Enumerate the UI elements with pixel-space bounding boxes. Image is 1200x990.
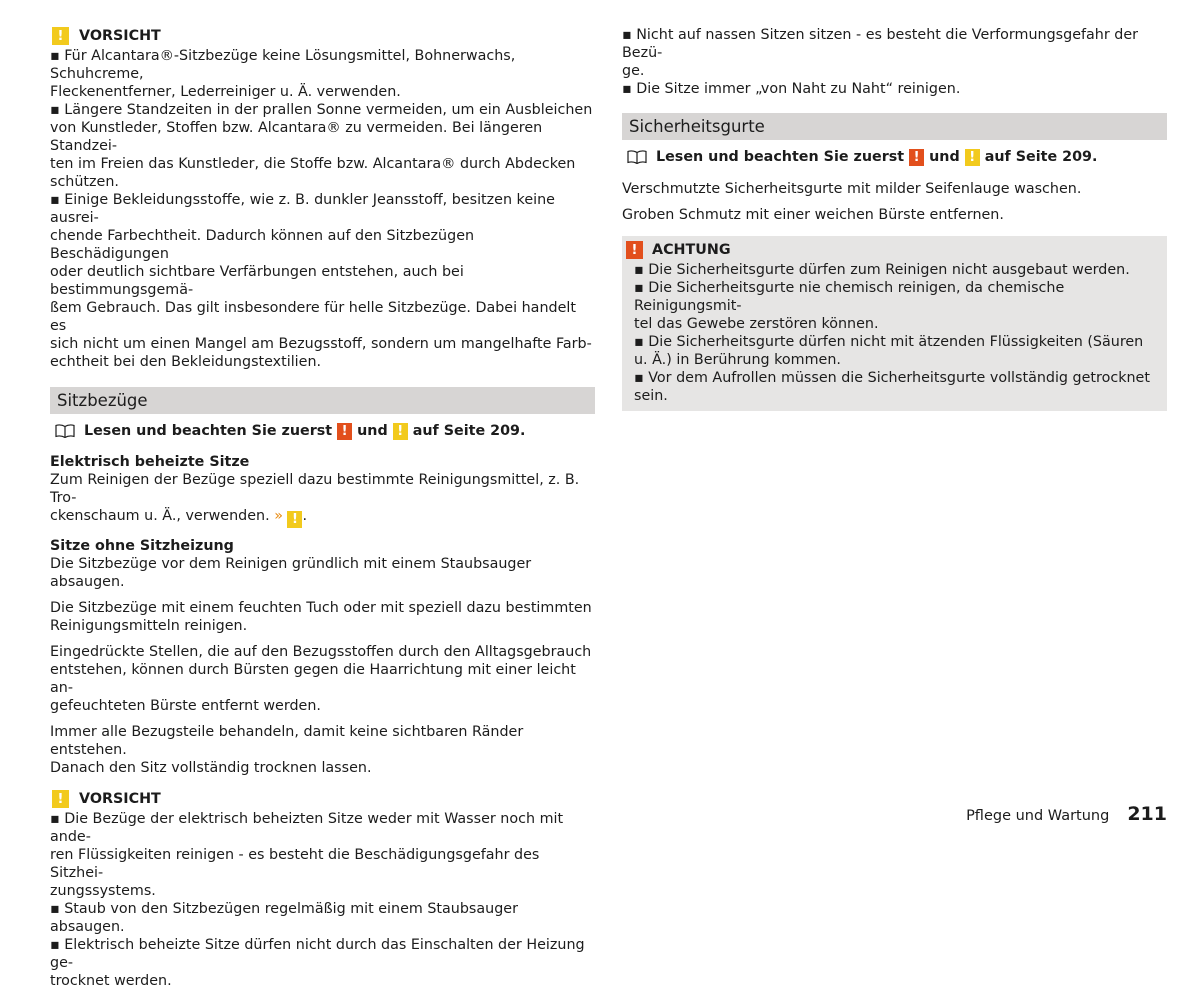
text-line: entstehen, können durch Bürsten gegen die Haarrichtung mit einer leicht an- <box>50 662 576 696</box>
text-line: ▪ Elektrisch beheizte Sitze dürfen nicht durch das Einschalten der Heizung ge- <box>50 937 585 971</box>
caution-icon[interactable]: ! <box>287 511 302 528</box>
read-first-and: und <box>929 149 960 165</box>
text-line: tel das Gewebe zerstören können. <box>634 316 879 332</box>
read-first-page-ref: auf Seite 209. <box>412 423 526 439</box>
text-line: ge. <box>622 63 645 79</box>
ohne-heizung-block <box>50 537 595 777</box>
continue-marker: » <box>274 508 283 524</box>
page-number: 211 <box>1127 803 1167 825</box>
section-title-sicherheitsgurte: Sicherheitsgurte <box>622 113 1167 140</box>
text-line: ▪ Die Sicherheitsgurte nie chemisch reinigen, da chemische Reinigungsmit- <box>634 280 1065 314</box>
read-first-text: Lesen und beachten Sie zuerst <box>656 149 905 165</box>
caution-icon[interactable]: ! <box>393 423 408 440</box>
text-line: Reinigungsmitteln reinigen. <box>50 618 248 634</box>
book-icon <box>627 150 647 164</box>
text-line: gefeuchteten Bürste entfernt werden. <box>50 698 321 714</box>
period: . <box>302 508 308 524</box>
section-title-sitzbezuege: Sitzbezüge <box>50 387 595 414</box>
vorsicht-heading: VORSICHT <box>79 791 161 807</box>
text-line: trocknet werden. <box>50 973 172 989</box>
text-line: sich nicht um einen Mangel am Bezugsstoff, sondern um mangelhafte Farb- <box>50 336 592 352</box>
warning-icon[interactable]: ! <box>337 423 352 440</box>
text-line: sein. <box>634 388 668 404</box>
achtung-text <box>622 261 1159 405</box>
gurt-paragraphs <box>622 180 1167 224</box>
elektrisch-block <box>50 453 595 528</box>
text-line: ▪ Einige Bekleidungsstoffe, wie z. B. dunkler Jeansstoff, besitzen keine ausrei- <box>50 192 555 226</box>
achtung-heading-row <box>624 240 1159 260</box>
text-line: Eingedrückte Stellen, die auf den Bezugsstoffen durch den Alltagsgebrauch <box>50 644 592 660</box>
text-line: Zum Reinigen der Bezüge speziell dazu bestimmte Reinigungsmittel, z. B. Tro- <box>50 472 580 506</box>
caution-icon: ! <box>52 790 69 808</box>
achtung-heading: ACHTUNG <box>652 242 731 258</box>
text-line: Fleckenentferner, Lederreiniger u. Ä. verwenden. <box>50 84 401 100</box>
text-line: u. Ä.) in Berührung kommen. <box>634 352 841 368</box>
book-icon <box>55 424 75 438</box>
text-line: ▪ Nicht auf nassen Sitzen sitzen - es besteht die Verformungsgefahr der Bezü- <box>622 27 1139 61</box>
text-line: Danach den Sitz vollständig trocknen lassen. <box>50 760 372 776</box>
read-first-line <box>622 147 1167 167</box>
text-line: Verschmutzte Sicherheitsgurte mit milder Seifenlauge waschen. <box>622 181 1082 197</box>
chapter-title: Pflege und Wartung <box>966 808 1110 824</box>
text-line: von Kunstleder, Stoffen bzw. Alcantara® zu vermeiden. Bei längeren Standzei- <box>50 120 543 154</box>
caution-icon: ! <box>52 27 69 45</box>
right-column <box>622 26 1167 411</box>
text-line: ▪ Staub von den Sitzbezügen regelmäßig mit einem Staubsauger absaugen. <box>50 901 518 935</box>
read-first-text: Lesen und beachten Sie zuerst <box>84 423 333 439</box>
read-first-line <box>50 421 595 441</box>
text-line: zungssystems. <box>50 883 156 899</box>
text-line: ▪ Die Sitze immer „von Naht zu Naht“ reinigen. <box>622 81 961 97</box>
achtung-box <box>622 236 1167 411</box>
vorsicht-heading-row <box>50 789 595 809</box>
text-line: echtheit bei den Bekleidungstextilien. <box>50 354 322 370</box>
vorsicht-block-2 <box>50 789 595 990</box>
text-line <box>50 507 595 528</box>
vorsicht-heading-row <box>50 26 595 46</box>
left-column <box>50 26 595 990</box>
intro-text <box>622 26 1167 98</box>
text-line: Groben Schmutz mit einer weichen Bürste entfernen. <box>622 207 1004 223</box>
text-line: Die Sitzbezüge mit einem feuchten Tuch oder mit speziell dazu bestimmten <box>50 600 592 616</box>
subheading-elektrisch: Elektrisch beheizte Sitze <box>50 454 250 470</box>
vorsicht-text <box>50 810 595 990</box>
text-line: Immer alle Bezugsteile behandeln, damit keine sichtbaren Ränder entstehen. <box>50 724 524 758</box>
vorsicht-block-1 <box>50 26 595 371</box>
text-line: ßem Gebrauch. Das gilt insbesondere für helle Sitzbezüge. Dabei handelt es <box>50 300 576 334</box>
text-line: ▪ Längere Standzeiten in der prallen Sonne vermeiden, um ein Ausbleichen <box>50 102 593 118</box>
text-line: chende Farbechtheit. Dadurch können auf den Sitzbezügen Beschädigungen <box>50 228 475 262</box>
text-line: oder deutlich sichtbare Verfärbungen entstehen, auch bei bestimmungsgemä- <box>50 264 464 298</box>
read-first-page-ref: auf Seite 209. <box>984 149 1098 165</box>
text-line: ▪ Für Alcantara®-Sitzbezüge keine Lösungsmittel, Bohnerwachs, Schuhcreme, <box>50 48 516 82</box>
warning-icon[interactable]: ! <box>909 149 924 166</box>
caution-icon[interactable]: ! <box>965 149 980 166</box>
text-line-part: ckenschaum u. Ä., verwenden. <box>50 508 270 524</box>
vorsicht-heading: VORSICHT <box>79 28 161 44</box>
text-line: ten im Freien das Kunstleder, die Stoffe bzw. Alcantara® durch Abdecken <box>50 156 576 172</box>
text-line: ▪ Die Sicherheitsgurte dürfen zum Reinigen nicht ausgebaut werden. <box>634 262 1130 278</box>
vorsicht-text <box>50 47 595 371</box>
subheading-ohne-heizung: Sitze ohne Sitzheizung <box>50 538 234 554</box>
text-line: ▪ Die Bezüge der elektrisch beheizten Sitze weder mit Wasser noch mit ande- <box>50 811 564 845</box>
text-line: schützen. <box>50 174 119 190</box>
text-line: Die Sitzbezüge vor dem Reinigen gründlich mit einem Staubsauger absaugen. <box>50 556 532 590</box>
text-line: ren Flüssigkeiten reinigen - es besteht die Beschädigungsgefahr des Sitzhei- <box>50 847 540 881</box>
warning-icon: ! <box>626 241 643 259</box>
text-line: ▪ Vor dem Aufrollen müssen die Sicherheitsgurte vollständig getrocknet <box>634 370 1150 386</box>
text-line: ▪ Die Sicherheitsgurte dürfen nicht mit ätzenden Flüssigkeiten (Säuren <box>634 334 1144 350</box>
read-first-and: und <box>357 423 388 439</box>
page-footer <box>966 803 1167 825</box>
